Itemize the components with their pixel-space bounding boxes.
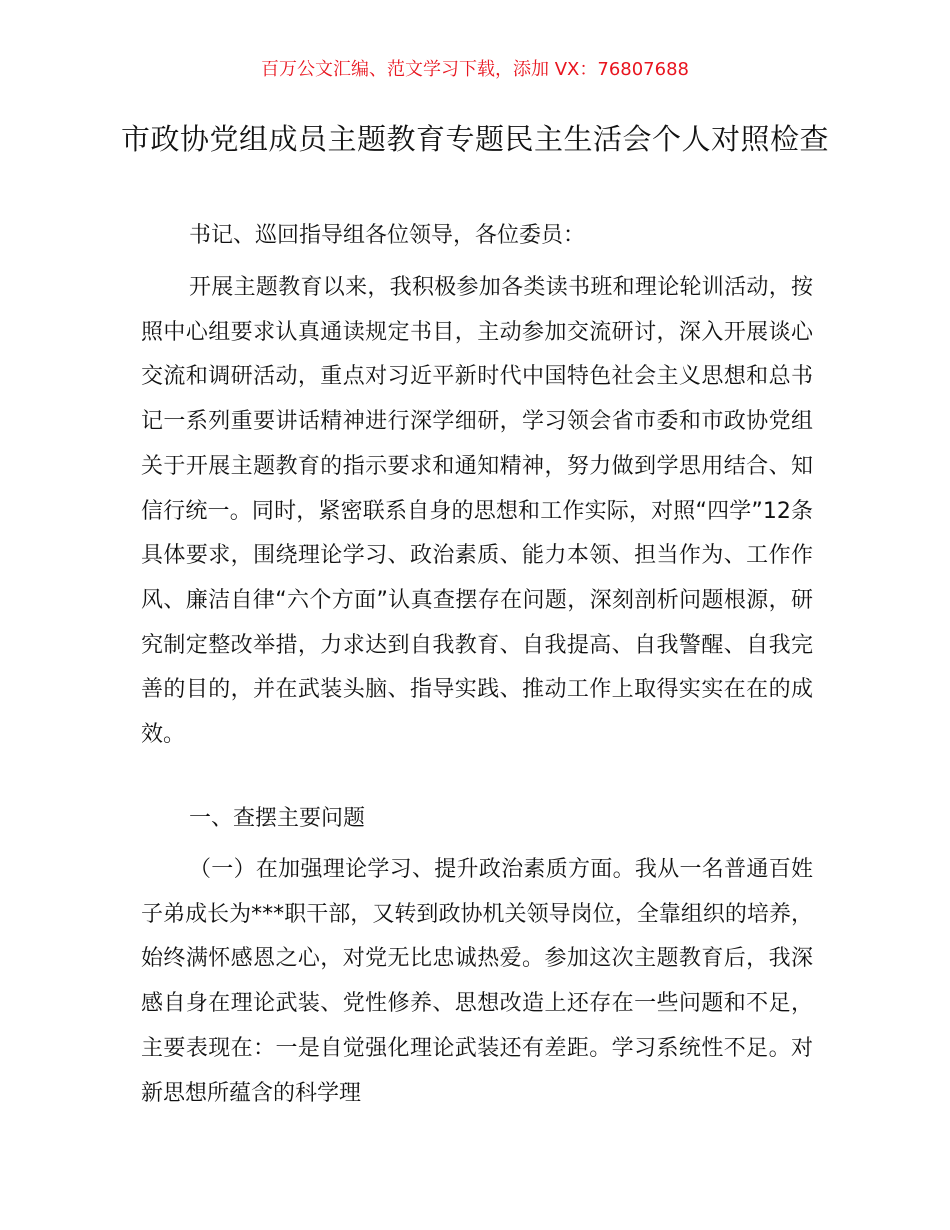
header-banner: 百万公文汇编、范文学习下载，添加 VX：76807688	[261, 59, 689, 80]
salutation: 书记、巡回指导组各位领导，各位委员：	[189, 223, 586, 248]
paragraph-theory-study: （一）在加强理论学习、提升政治素质方面。我从一名普通百姓子弟成长为***职干部，又转到政协机关领导岗位，全靠组织的培养，始终满怀感恩之心，对党无比忠诚热爱。参加这次主题教育后，我深感自身在理论武装、党性修养、思想改造上还存在一些问题和不足，主要表现在：一是自觉强化理论武装还有差距。学习系统性不足。对新思想所蕴含的科学理	[141, 857, 813, 1106]
section-heading-problems: 一、查摆主要问题	[189, 806, 366, 831]
paragraph-intro: 开展主题教育以来，我积极参加各类读书班和理论轮训活动，按照中心组要求认真通读规定书目，主动参加交流研讨，深入开展谈心交流和调研活动，重点对习近平新时代中国特色社会主义思想和总书记一系列重要讲话精神进行深学细研，学习领会省市委和市政协党组关于开展主题教育的指示要求和通知精神，努力做到学思用结合、知信行统一。同时，紧密联系自身的思想和工作实际，对照“四学”12条具体要求，围绕理论学习、政治素质、能力本领、担当作为、工作作风、廉洁自律“六个方面”认真查摆存在问题，深刻剖析问题根源，研究制定整改举措，力求达到自我教育、自我提高、自我警醒、自我完善的目的，并在武装头脑、指导实践、推动工作上取得实实在在的成效。	[141, 275, 813, 748]
document-title: 市政协党组成员主题教育专题民主生活会个人对照检查	[120, 122, 829, 156]
